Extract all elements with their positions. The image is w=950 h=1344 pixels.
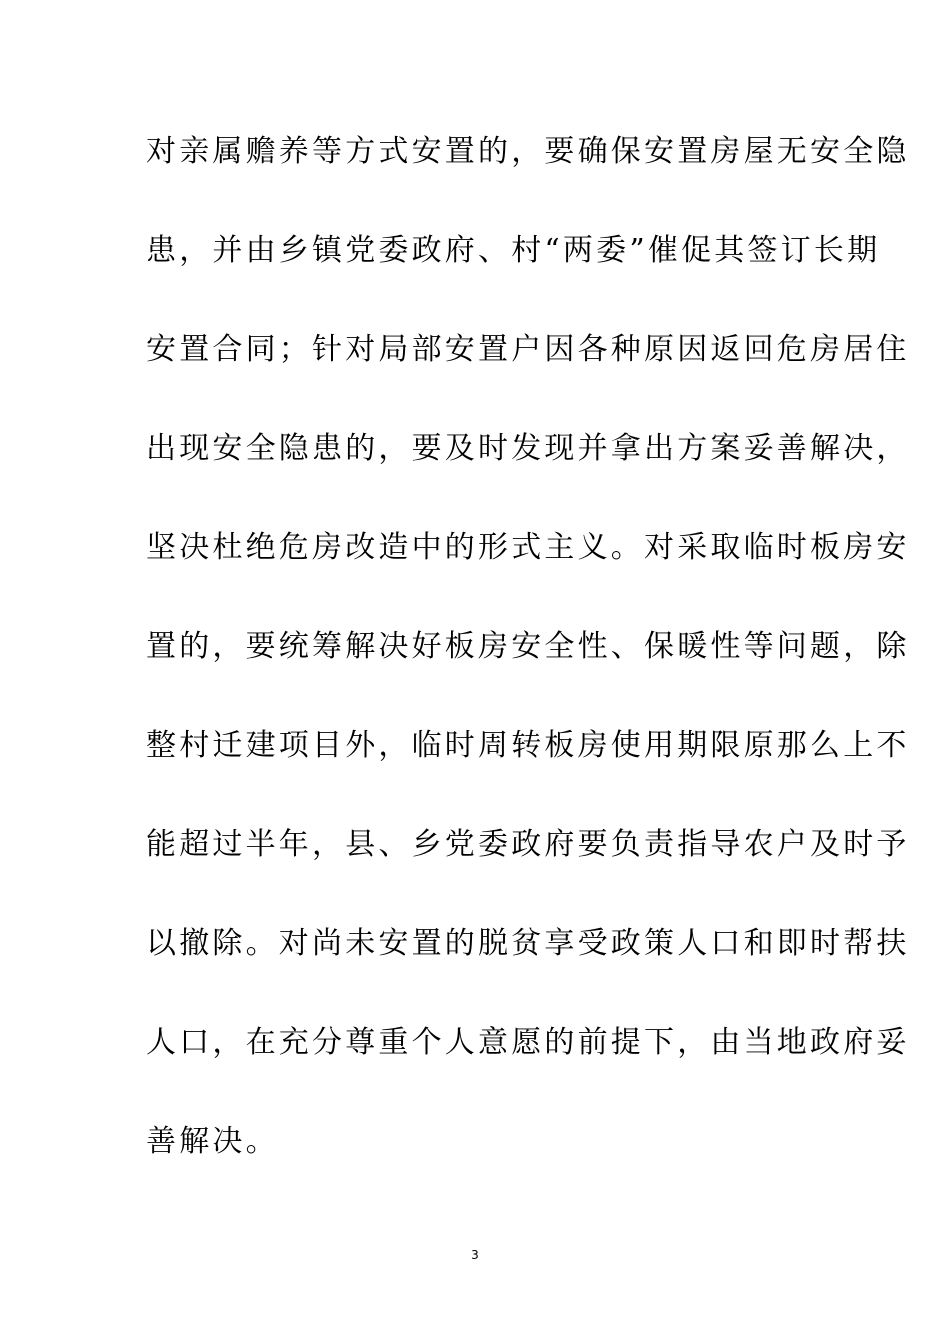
text-line: 整村迁建项目外，临时周转板房使用期限原那么上不 xyxy=(146,728,910,763)
text-line: 能超过半年，县、乡党委政府要负责指导农户及时予 xyxy=(146,827,910,862)
text-line: 人口，在充分尊重个人意愿的前提下，由当地政府妥 xyxy=(146,1025,910,1060)
text-line: 对亲属赡养等方式安置的，要确保安置房屋无安全隐 xyxy=(146,134,910,169)
text-line: 出现安全隐患的，要及时发现并拿出方案妥善解决， xyxy=(146,431,910,466)
text-line: 置的，要统筹解决好板房安全性、保暖性等问题，除 xyxy=(146,629,910,664)
text-line: 善解决。 xyxy=(146,1124,279,1159)
text-line: 患，并由乡镇党委政府、村“两委”催促其签订长期 xyxy=(146,233,881,268)
text-line: 坚决杜绝危房改造中的形式主义。对采取临时板房安 xyxy=(146,530,910,565)
page-number: 3 xyxy=(471,1248,479,1262)
text-line: 以撤除。对尚未安置的脱贫享受政策人口和即时帮扶 xyxy=(146,926,910,961)
text-line: 安置合同；针对局部安置户因各种原因返回危房居住 xyxy=(146,332,910,367)
body-paragraph xyxy=(146,126,910,1215)
